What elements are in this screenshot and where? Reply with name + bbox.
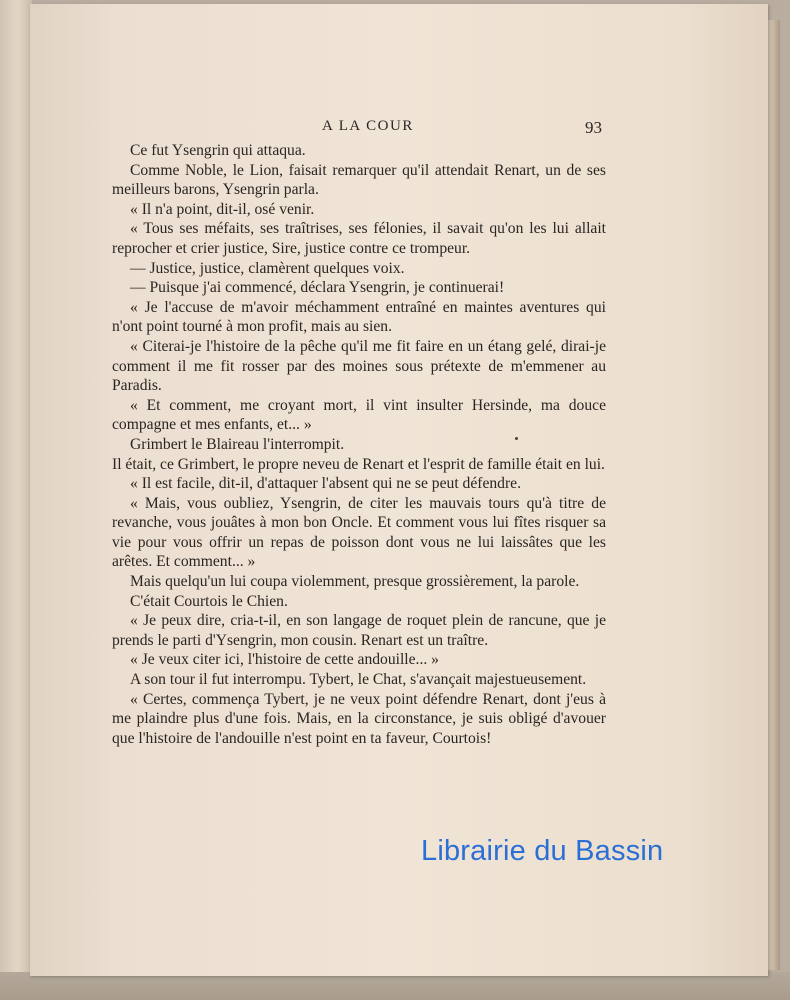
paragraph: Mais quelqu'un lui coupa violemment, presque grossièrement, la parole. bbox=[130, 573, 580, 591]
body-text bbox=[112, 141, 606, 748]
paragraph: Il était, ce Grimbert, le propre neveu de Renart et l'esprit de famille était en lui. bbox=[112, 455, 605, 473]
table-surface bbox=[0, 972, 790, 1000]
paragraph: Ce fut Ysengrin qui attaqua. bbox=[130, 142, 306, 159]
paragraph: « Il n'a point, dit-il, osé venir. bbox=[130, 200, 315, 218]
paragraph: Grimbert le Blaireau l'interrompit. bbox=[130, 435, 345, 453]
paragraph: « Je veux citer ici, l'histoire de cette andouille... » bbox=[130, 651, 439, 669]
paragraph: — Justice, justice, clamèrent quelques voix. bbox=[130, 259, 405, 277]
paragraph: — Puisque j'ai commencé, déclara Ysengrin, je continuerai! bbox=[130, 279, 505, 297]
page-number: 93 bbox=[585, 118, 602, 137]
paragraph: « Tous ses méfaits, ses traîtrises, ses félonies, il savait qu'on les lui allait reprocher et crier justice, Sire, justice contre ce trompeur. bbox=[112, 220, 606, 257]
adjacent-page-edge bbox=[0, 0, 32, 1000]
paragraph: A son tour il fut interrompu. Tybert, le Chat, s'avançait majestueusement. bbox=[130, 671, 587, 689]
paragraph: « Il est facile, dit-il, d'attaquer l'absent qui ne se peut défendre. bbox=[130, 475, 521, 493]
paragraph: « Et comment, me croyant mort, il vint insulter Hersinde, ma douce compagne et mes enfants, et... » bbox=[112, 396, 606, 434]
running-head: A LA COUR bbox=[322, 118, 414, 134]
paragraph: « Je peux dire, cria-t-il, en son langage de roquet plein de rancune, que je prends le parti d'Ysengrin, mon cousin. Renart est un traître. bbox=[112, 612, 606, 649]
paper-speck bbox=[515, 437, 518, 440]
paragraph: Comme Noble, le Lion, faisait remarquer qu'il attendait Renart, un de ses meilleurs barons, Ysengrin parla. bbox=[112, 161, 606, 199]
paragraph: C'était Courtois le Chien. bbox=[130, 592, 288, 610]
paragraph: « Certes, commença Tybert, je ne veux point défendre Renart, dont j'eus à me plaindre plus d'une fois. Mais, en la circonstance, je suis obligé d'avouer que l'histoire de l'andouille n'est point en ta faveur, Courtois! bbox=[112, 690, 606, 747]
paragraph: « Citerai-je l'histoire de la pêche qu'il me fit faire en un étang gelé, dirai-je comment il me fit rosser par des moines sous prétexte de m'emmener au Paradis. bbox=[112, 337, 606, 395]
paragraph: « Mais, vous oubliez, Ysengrin, de citer les mauvais tours qu'à titre de revanche, vous jouâtes à mon bon Oncle. Et comment vous lui fîtes risquer sa vie pour vous offrir un repas de poisson dont vous ne lui laissâtes que les arêtes. Et comment... » bbox=[112, 494, 606, 571]
paragraph: « Je l'accuse de m'avoir méchamment entraîné en maintes aventures qui n'ont point tourné à mon profit, mais au sien. bbox=[112, 298, 606, 336]
watermark: Librairie du Bassin bbox=[421, 835, 664, 867]
page-stack-edge bbox=[766, 20, 780, 970]
